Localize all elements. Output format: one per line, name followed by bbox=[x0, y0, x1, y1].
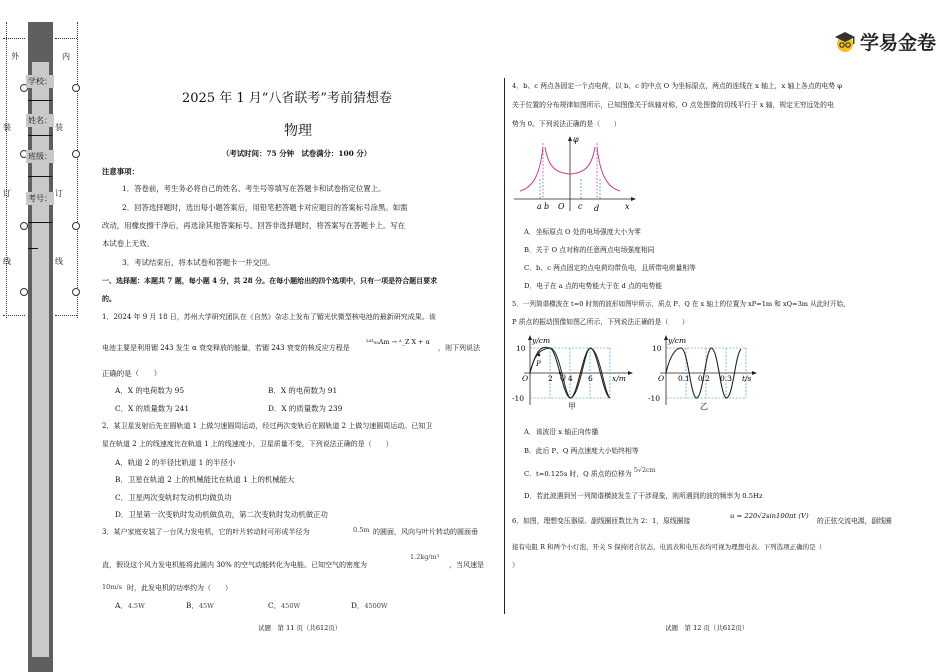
zhuang-left: 装 bbox=[3, 123, 11, 132]
footer-right: 试题 第 12 页（共612页） bbox=[665, 624, 749, 632]
note-1: 1．答卷前，考生务必将自己的姓名、考生号等填写在答题卡和试卷指定位置上。 bbox=[122, 184, 386, 193]
q3-stem-2b: ，当风速是 bbox=[449, 561, 484, 569]
xian-left: 线 bbox=[3, 257, 11, 266]
note-2: 2．回答选择题时，选出每小题答案后，用铅笔把答题卡对应题目的答案标号涂黑。如需 bbox=[122, 203, 408, 212]
school-line[interactable] bbox=[28, 100, 52, 101]
q2-stem-2: 星在轨道 2 上的线速度比在轨道 1 上的线速度小，卫星质量不变，下列说法正确的是（ ） bbox=[102, 440, 393, 448]
jia-t6: 6 bbox=[588, 374, 593, 383]
q4-option-d[interactable]: D．电子在 a 点的电势能大于在 d 点的电势能 bbox=[524, 282, 663, 290]
q4-stem-3: 势为 0。下列说法正确的是（ ） bbox=[512, 120, 621, 128]
q2-stem-1: 2．某卫星发射后先在圆轨道 1 上做匀速圆周运动，经过两次变轨后在圆轨道 2 上做匀速圆周运动。已知卫 bbox=[102, 422, 433, 430]
exam-subject: 物理 bbox=[284, 123, 312, 139]
jia-y10: 10 bbox=[516, 344, 526, 353]
q6-stem-1b: 的正弦交流电源，副线圈 bbox=[817, 517, 892, 525]
q1-option-d[interactable]: D．X 的质量数为 239 bbox=[268, 404, 343, 413]
q4-option-b[interactable]: B．关于 O 点对称的任意两点电场强度相同 bbox=[524, 246, 655, 254]
q5-option-b[interactable]: B．此后 P、Q 两点速度大小始终相等 bbox=[524, 447, 639, 455]
q4-stem-2: 关于位置的分布规律如图所示，已知图像关于纵轴对称，O 点处图像的切线平行于 x 轴，规定无穷远处的电 bbox=[512, 101, 834, 109]
q5-vibration-graph-yi bbox=[648, 333, 760, 411]
brand-logo bbox=[833, 28, 936, 55]
q3-stem-3: 时，此发电机的功率约为（ ） bbox=[127, 584, 232, 592]
jia-t4: 4 bbox=[568, 374, 573, 383]
q1-stem-2: 电池主要是利用镅 243 发生 α 衰变释放的能量，若镅 243 衰变的核反应方程是 bbox=[102, 344, 350, 352]
q2-option-c[interactable]: C．卫星两次变轨时发动机均做负功 bbox=[115, 493, 232, 502]
zhuang-right: 装 bbox=[55, 123, 63, 132]
q5-option-c[interactable]: C．t=0.125s 时，Q 质点的位移为 5√2cm bbox=[524, 466, 656, 478]
q6-stem-1a: 6．如图，理想变压器原、副线圈匝数比为 2：1，原线圈接 bbox=[512, 517, 691, 525]
yi-t3: 0.3 bbox=[720, 374, 732, 383]
q4-b-label: b bbox=[544, 202, 550, 211]
yi-t1: 0.1 bbox=[678, 374, 690, 383]
section-1-heading: 一、选择题：本题共 7 题，每小题 4 分，共 28 分。在每小题给出的四个选项中，只有一项是符合题目要求 bbox=[102, 276, 438, 285]
q5-stem-2: P 质点的振动图像如图乙所示，下列说法正确的是（ ） bbox=[512, 318, 689, 326]
q1-stem-2-end: ，则下列说法 bbox=[438, 344, 480, 352]
name-line[interactable] bbox=[28, 135, 52, 136]
ding-right: 订 bbox=[55, 189, 63, 198]
jia-origin: O bbox=[522, 374, 529, 383]
graduate-cap-icon bbox=[833, 30, 857, 54]
q4-a-label: a bbox=[537, 202, 542, 211]
yi-origin: O bbox=[658, 374, 665, 383]
yi-ylabel: y/cm bbox=[668, 336, 687, 345]
q3-stem-1b: 的圆面，风向与叶片转动的圆面垂 bbox=[373, 528, 478, 536]
q3-speed: 10m/s bbox=[102, 583, 122, 591]
inner-label: 内 bbox=[62, 52, 70, 61]
q4-stem-1: 4．b、c 两点各固定一个点电荷，以 b、c 的中点 O 为坐标原点，两点的连线在 x 轴上，x 轴上各点的电势 φ bbox=[512, 82, 842, 90]
q1-option-c[interactable]: C．X 的质量数为 241 bbox=[115, 404, 190, 413]
school-field-label: 学校： bbox=[28, 77, 52, 86]
q3-option-b[interactable]: B．45W bbox=[186, 601, 214, 610]
yi-yn10: -10 bbox=[648, 394, 661, 403]
q1-option-b[interactable]: B．X 的电荷数为 91 bbox=[268, 386, 338, 395]
exam-info: （考试时间：75 分钟 试卷满分：100 分） bbox=[222, 149, 372, 158]
q4-c-label: c bbox=[578, 202, 583, 211]
yi-y10: 10 bbox=[652, 344, 662, 353]
number-line[interactable] bbox=[28, 222, 52, 223]
q1-option-a[interactable]: A．X 的电荷数为 95 bbox=[115, 386, 185, 395]
jia-q: Q bbox=[560, 374, 566, 382]
jia-xlabel: x/m bbox=[612, 374, 626, 383]
footer-left: 试题 第 11 页（共612页） bbox=[258, 624, 342, 632]
q4-option-a[interactable]: A．坐标原点 O 处的电场强度大小为零 bbox=[524, 228, 641, 236]
q3-option-d[interactable]: D．4500W bbox=[351, 601, 388, 610]
q5-option-a[interactable]: A．该波沿 x 轴正向传播 bbox=[524, 428, 599, 436]
brand-name: 学易金卷 bbox=[859, 32, 936, 54]
q2-option-b[interactable]: B．卫星在轨道 2 上的机械能比在轨道 1 上的机械能大 bbox=[115, 475, 295, 484]
xian-right: 线 bbox=[55, 257, 63, 266]
q1-equation: ²⁴³₉₅Am → ᴬ_Z X + α bbox=[366, 338, 430, 346]
q2-option-a[interactable]: A．轨道 2 的半径比轨道 1 的半径小 bbox=[115, 458, 236, 467]
jia-t2: 2 bbox=[548, 374, 553, 383]
note-2-end: 本试卷上无效。 bbox=[102, 239, 154, 248]
q4-option-c[interactable]: C．b、c 两点固定的点电荷均带负电，且所带电荷量相等 bbox=[524, 264, 696, 272]
yi-t2: 0.2 bbox=[698, 374, 710, 383]
jia-ylabel: y/cm bbox=[532, 336, 551, 345]
yi-caption: 乙 bbox=[700, 402, 708, 411]
q4-phi-label: φ bbox=[573, 135, 579, 144]
notes-heading: 注意事项： bbox=[102, 167, 139, 176]
q3-option-c[interactable]: C．450W bbox=[268, 601, 301, 610]
note-3: 3．考试结束后，将本试卷和答题卡一并交回。 bbox=[122, 258, 275, 267]
jia-p: P bbox=[536, 360, 541, 368]
column-divider bbox=[504, 78, 505, 614]
outer-label: 外 bbox=[11, 52, 19, 61]
q5-stem-1: 5．一列简谐横波在 t=0 时刻的波形如图甲所示，质点 P、Q 在 x 轴上的位置为 xP=1m 和 xQ=3m 从此时开始， bbox=[512, 300, 850, 308]
exam-title: 2025 年 1 月“八省联考”考前猜想卷 bbox=[182, 91, 393, 106]
section-1-heading-end: 的。 bbox=[102, 294, 116, 303]
class-line[interactable] bbox=[28, 176, 52, 177]
number-field-label: 考号： bbox=[28, 194, 52, 203]
q3-stem-2a: 直，假设这个风力发电机能将此圆内 30% 的空气动能转化为电能。已知空气的密度为 bbox=[102, 561, 368, 569]
class-field-label: 班级： bbox=[28, 152, 52, 161]
q5-wave-graph-jia bbox=[512, 333, 634, 411]
q4-x-label: x bbox=[625, 202, 630, 211]
q6-stem-3: ） bbox=[512, 561, 519, 569]
name-field-label: 姓名： bbox=[28, 116, 52, 125]
q6-voltage: u = 220√2sin100πt (V) bbox=[730, 512, 809, 520]
q4-potential-graph bbox=[512, 133, 640, 215]
q3-density: 1.2kg/m³ bbox=[410, 553, 440, 561]
q3-stem-1a: 3．某户家庭安装了一台风力发电机，它的叶片转动时可形成半径为 bbox=[102, 528, 310, 536]
ding-left: 订 bbox=[3, 189, 11, 198]
q5-option-d[interactable]: D．若此波遇到另一列简谐横波发生了干涉现象，则所遇到的波的频率为 0.5Hz bbox=[524, 492, 763, 500]
q3-radius: 0.5m bbox=[353, 526, 370, 534]
q6-stem-2: 接有电阻 R 和两个小灯泡，开关 S 保持闭合状态，电流表和电压表均可视为理想电表。下列选项正确的是（ bbox=[512, 543, 823, 551]
yi-xlabel: t/s bbox=[742, 374, 752, 383]
q4-d-label: d bbox=[594, 204, 600, 213]
jia-caption: 甲 bbox=[568, 402, 576, 411]
jia-yn10: -10 bbox=[512, 394, 525, 403]
q1-stem-1: 1．2024 年 9 月 18 日，苏州大学研究团队在《自然》杂志上发布了镅光伏微型核电池的最新研究成果。该 bbox=[102, 313, 436, 321]
q1-stem-3: 正确的是（ ） bbox=[102, 369, 162, 378]
note-2-cont: 改动，用橡皮擦干净后，再选涂其他答案标号。回答非选择题时，将答案写在答题卡上。写在 bbox=[102, 221, 406, 230]
q2-option-d[interactable]: D．卫星第一次变轨时发动机做负功，第二次变轨时发动机做正功 bbox=[115, 510, 328, 519]
q3-option-a[interactable]: A．4.5W bbox=[115, 601, 145, 610]
q4-o-label: O bbox=[558, 202, 565, 211]
